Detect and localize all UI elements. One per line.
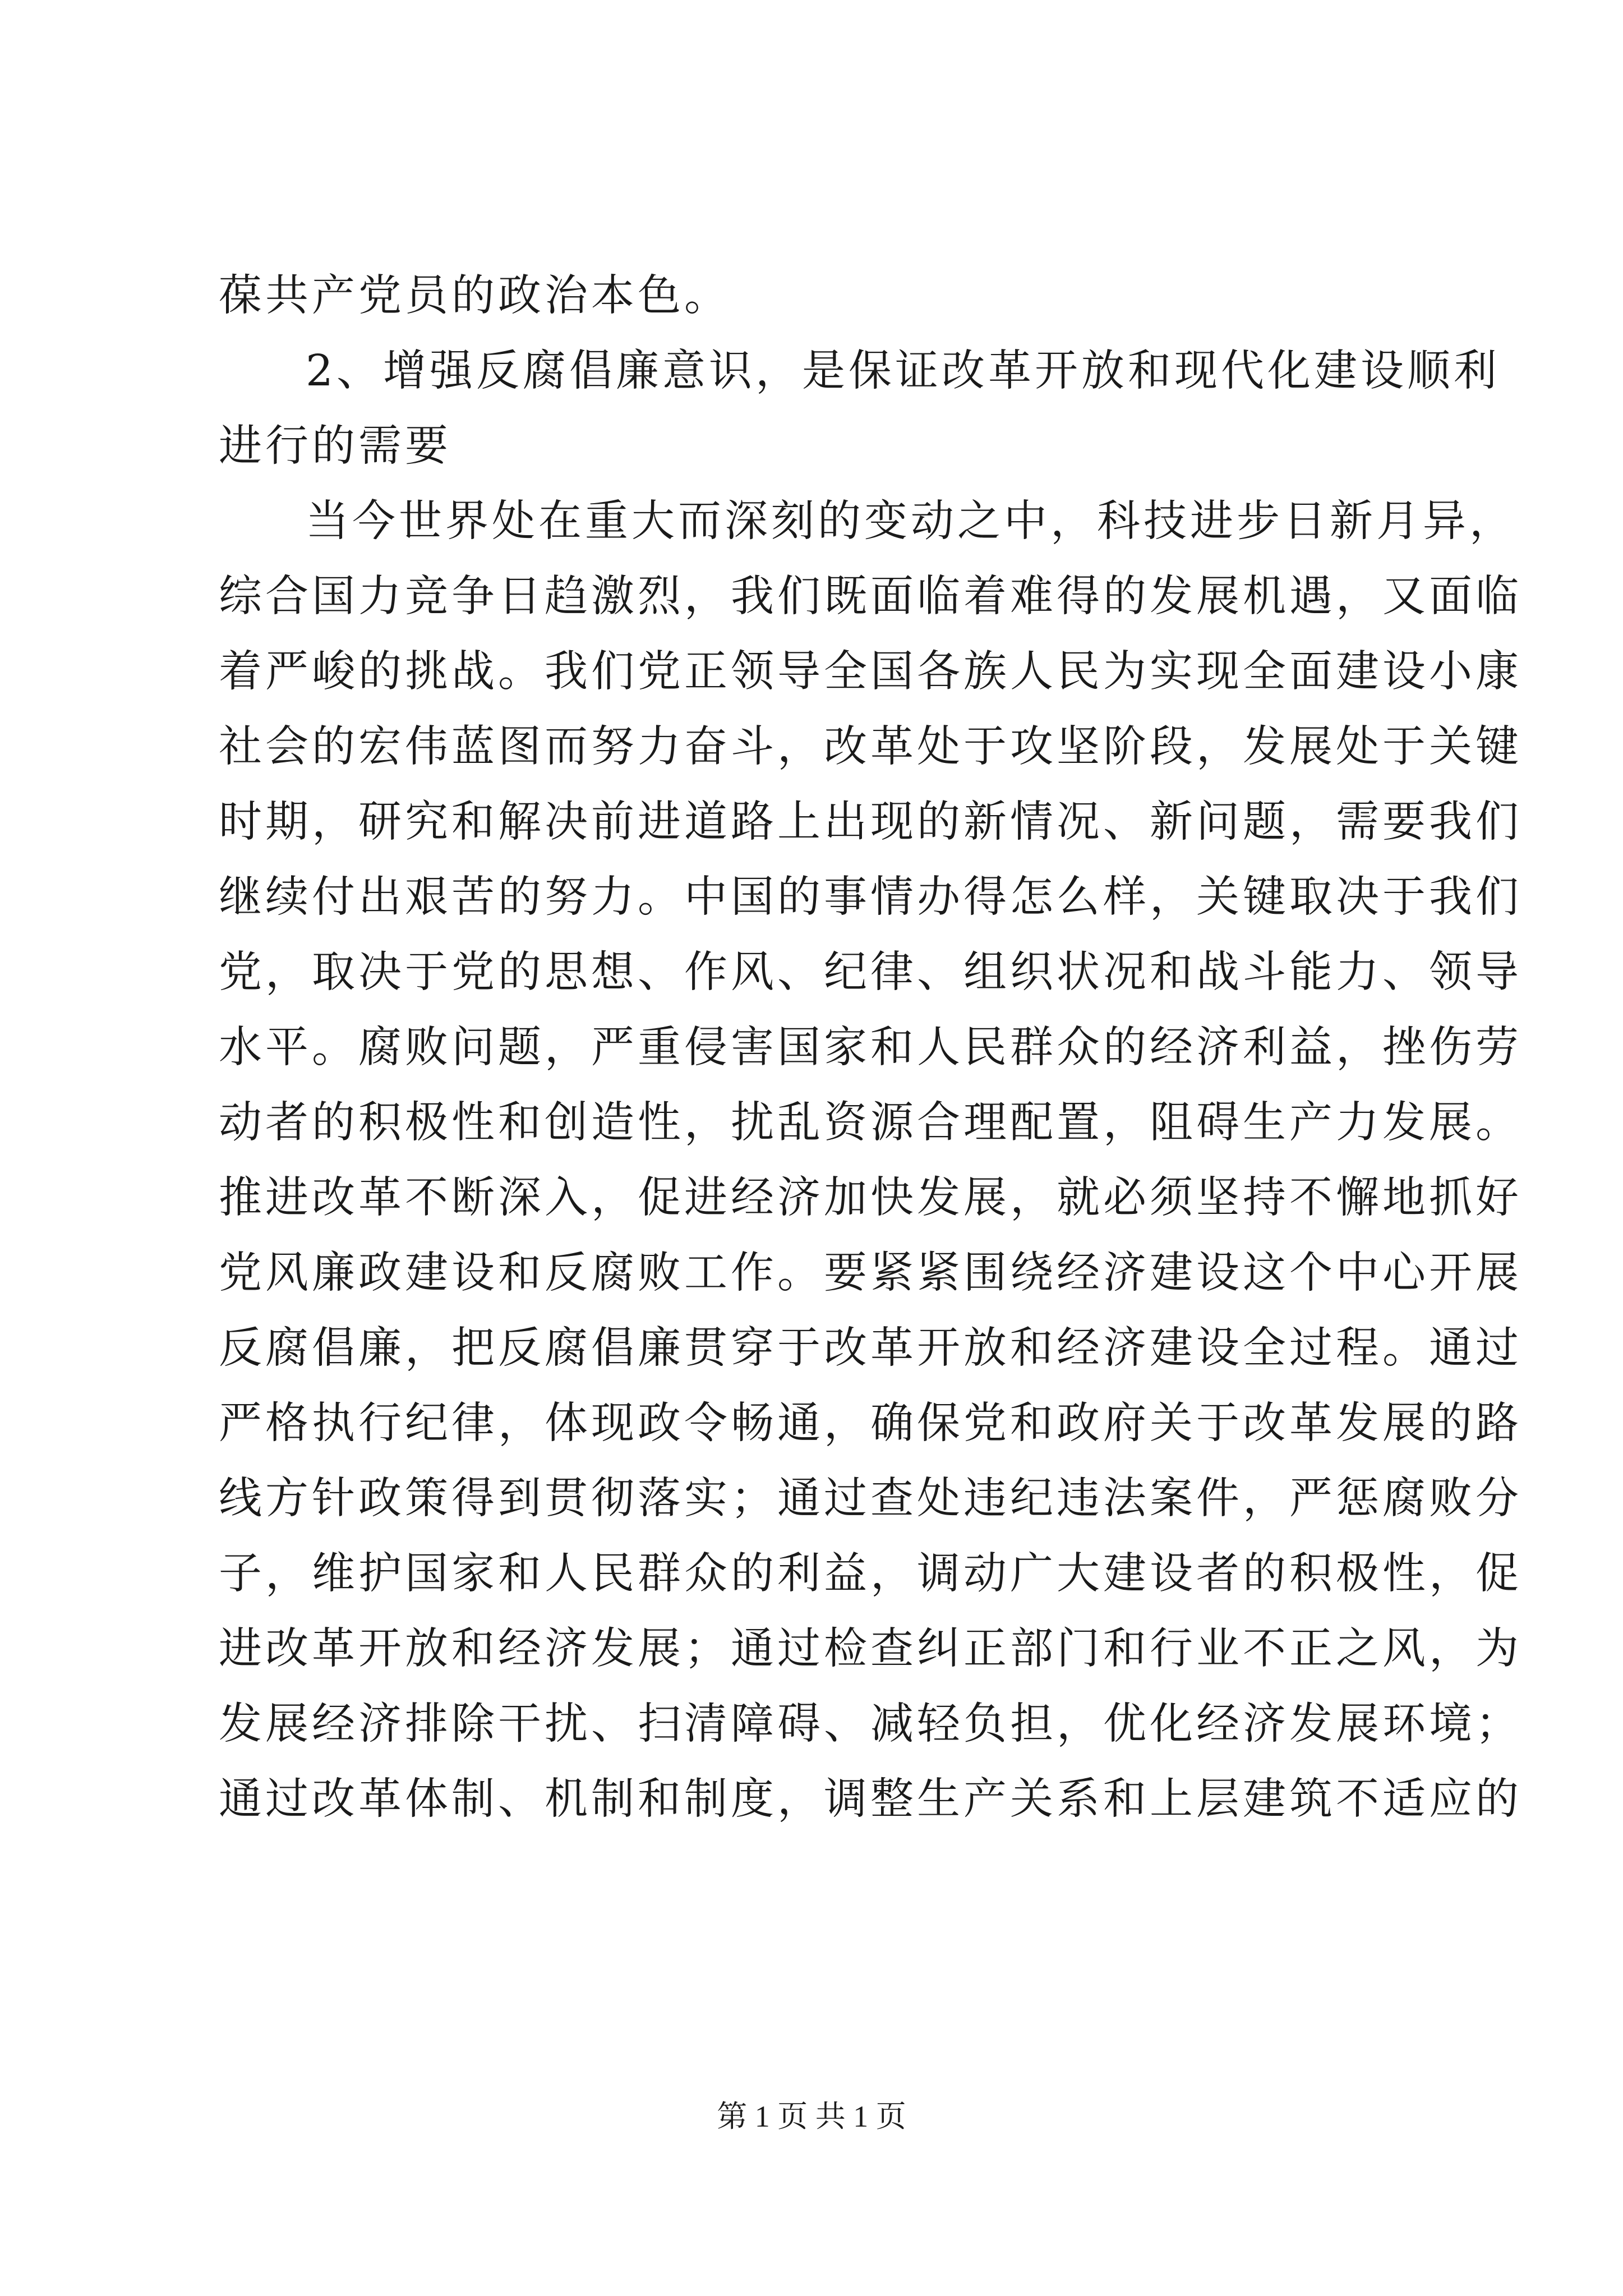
text-line: 进行的需要 (219, 421, 451, 471)
text-line: 反腐倡廉，把反腐倡廉贯穿于改革开放和经济建设全过程。通过 (219, 1323, 1522, 1373)
text-line: 继续付出艰苦的努力。中国的事情办得怎么样，关键取决于我们 (219, 872, 1522, 922)
text-line: 2、增强反腐倡廉意识，是保证改革开放和现代化建设顺利 (306, 346, 1500, 396)
text-line: 时期，研究和解决前进道路上出现的新情况、新问题，需要我们 (219, 797, 1522, 847)
text-line: 葆共产党员的政治本色。 (219, 271, 731, 321)
text-line: 动者的积极性和创造性，扰乱资源合理配置，阻碍生产力发展。 (219, 1098, 1522, 1148)
text-line: 当今世界处在重大而深刻的变动之中，科技进步日新月异， (306, 496, 1516, 546)
text-line: 子，维护国家和人民群众的利益，调动广大建设者的积极性，促 (219, 1549, 1522, 1599)
text-line: 严格执行纪律，体现政令畅通，确保党和政府关于改革发展的路 (219, 1398, 1522, 1448)
text-line: 综合国力竞争日趋激烈，我们既面临着难得的发展机遇，又面临 (219, 572, 1522, 622)
text-line: 水平。腐败问题，严重侵害国家和人民群众的经济利益，挫伤劳 (219, 1023, 1522, 1073)
text-line: 着严峻的挑战。我们党正领导全国各族人民为实现全面建设小康 (219, 647, 1522, 697)
text-line: 进改革开放和经济发展；通过检查纠正部门和行业不正之风，为 (219, 1624, 1522, 1674)
page-footer: 第 1 页 共 1 页 (717, 2100, 906, 2133)
text-line: 通过改革体制、机制和制度，调整生产关系和上层建筑不适应的 (219, 1774, 1522, 1824)
text-line: 党风廉政建设和反腐败工作。要紧紧围绕经济建设这个中心开展 (219, 1248, 1522, 1298)
text-line: 党，取决于党的思想、作风、纪律、组织状况和战斗能力、领导 (219, 947, 1522, 997)
text-line: 推进改革不断深入，促进经济加快发展，就必须坚持不懈地抓好 (219, 1173, 1522, 1223)
text-line: 线方针政策得到贯彻落实；通过查处违纪违法案件，严惩腐败分 (219, 1474, 1522, 1524)
text-line: 社会的宏伟蓝图而努力奋斗，改革处于攻坚阶段，发展处于关键 (219, 722, 1522, 772)
text-line: 发展经济排除干扰、扫清障碍、减轻负担，优化经济发展环境； (219, 1699, 1522, 1749)
body-text (219, 259, 1522, 1837)
